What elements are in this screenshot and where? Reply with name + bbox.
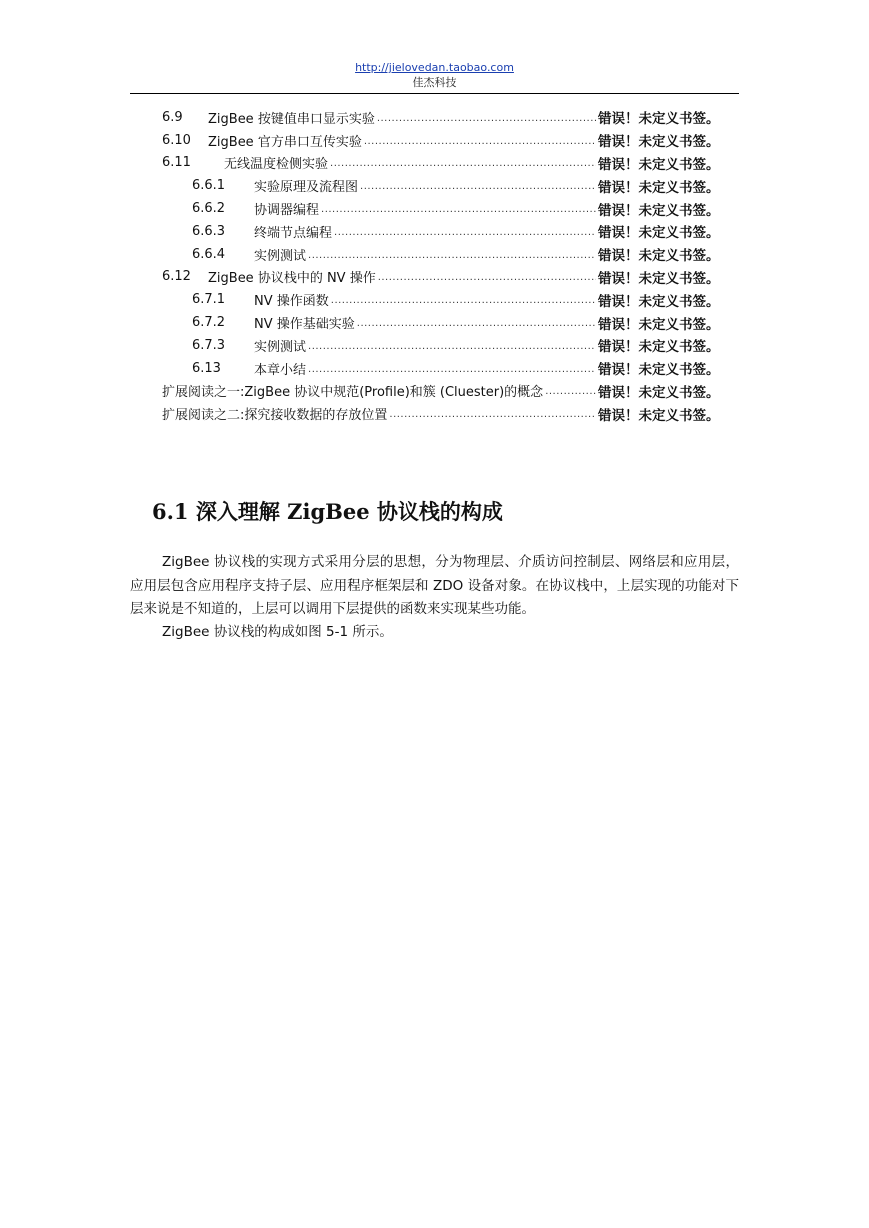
toc-leader-dots [364,136,596,152]
toc-entry-number: 6.9 [162,109,183,125]
toc-entry-title: ZigBee 官方串口互传实验 [208,134,362,150]
paragraph-1-text: ZigBee 协议栈的实现方式采用分层的思想，分为物理层、介质访问控制层、网络层和应用层，应用层包含应用程序支持子层、应用程序框架层和 ZDO 设备对象。在协议栈中，上层实现的功能对下层来说是不知道的，上层可以调用下层提供的函数来实现某些功能。 [130,554,739,617]
table-of-contents [162,106,730,425]
toc-entry-title: 扩展阅读之二:探究接收数据的存放位置 [162,408,388,424]
toc-entry-page-ref: 错误！未定义书签。 [598,339,720,356]
toc-entry-title: 本章小结 [254,362,307,378]
toc-entry[interactable] [162,380,730,403]
toc-entry-number: 6.7.3 [192,337,226,353]
toc-entry[interactable] [162,174,730,197]
toc-entry-page-ref: 错误！未定义书签。 [598,179,720,196]
toc-entry-number: 6.6.2 [192,201,226,217]
toc-entry-title: 扩展阅读之一:ZigBee 协议中规范(Profile)和簇 (Cluester)的概念 [162,385,544,401]
toc-entry-page-ref: 错误！未定义书签。 [598,407,720,424]
toc-entry[interactable] [162,266,730,289]
toc-entry[interactable] [162,106,730,129]
toc-entry-page-ref: 错误！未定义书签。 [598,134,720,151]
toc-entry[interactable] [162,152,730,175]
toc-entry-title: NV 操作函数 [254,294,329,310]
toc-entry[interactable] [162,220,730,243]
toc-entry[interactable] [162,129,730,152]
toc-entry[interactable] [162,288,730,311]
toc-leader-dots [357,318,596,334]
toc-leader-dots [545,386,596,402]
toc-entry-title: ZigBee 按键值串口显示实验 [208,111,375,127]
toc-entry-title: 终端节点编程 [254,225,333,241]
toc-entry-page-ref: 错误！未定义书签。 [598,362,720,379]
toc-entry-number: 6.10 [162,132,191,148]
toc-entry-number: 6.6.3 [192,223,226,239]
toc-leader-dots [308,341,596,357]
toc-leader-dots [378,272,596,288]
toc-entry-title: NV 操作基础实验 [254,317,355,333]
toc-leader-dots [334,227,596,243]
toc-leader-dots [321,204,596,220]
toc-entry-number: 6.13 [192,360,221,376]
toc-entry-page-ref: 错误！未定义书签。 [598,225,720,242]
toc-entry-title: 实验原理及流程图 [254,180,359,196]
toc-entry-page-ref: 错误！未定义书签。 [598,111,720,128]
toc-leader-dots [308,250,596,266]
toc-entry-number: 6.7.2 [192,315,226,331]
section-paragraph-2 [130,621,739,645]
toc-entry-page-ref: 错误！未定义书签。 [598,384,720,401]
header-url-link[interactable]: http://jielovedan.taobao.com [355,61,514,74]
toc-entry-number: 6.6.4 [192,246,226,262]
toc-entry[interactable] [162,334,730,357]
section-heading: 6.1 深入理解 ZigBee 协议栈的构成 [152,499,503,524]
toc-entry-number: 6.11 [162,155,191,171]
toc-entry-page-ref: 错误！未定义书签。 [598,202,720,219]
toc-entry[interactable] [162,357,730,380]
toc-entry-number: 6.6.1 [192,178,226,194]
section-paragraph-1 [130,551,739,622]
toc-leader-dots [377,113,596,129]
toc-entry-page-ref: 错误！未定义书签。 [598,156,720,173]
toc-leader-dots [331,295,596,311]
toc-entry-title: ZigBee 协议栈中的 NV 操作 [208,271,376,287]
toc-entry-title: 无线温度检侧实验 [224,157,329,173]
toc-entry-number: 6.7.1 [192,292,226,308]
toc-entry[interactable] [162,311,730,334]
paragraph-2-text: ZigBee 协议栈的构成如图 5-1 所示。 [162,624,393,640]
toc-leader-dots [360,181,596,197]
toc-entry[interactable] [162,197,730,220]
page-header [130,60,739,94]
toc-leader-dots [389,409,596,425]
toc-leader-dots [330,158,596,174]
toc-entry[interactable] [162,402,730,425]
toc-leader-dots [308,364,596,380]
toc-entry-title: 协调器编程 [254,203,320,219]
toc-entry-page-ref: 错误！未定义书签。 [598,248,720,265]
toc-entry[interactable] [162,243,730,266]
header-company-name: 佳杰科技 [412,76,457,89]
toc-entry-page-ref: 错误！未定义书签。 [598,270,720,287]
toc-entry-page-ref: 错误！未定义书签。 [598,293,720,310]
toc-entry-title: 实例测试 [254,339,307,355]
toc-entry-page-ref: 错误！未定义书签。 [598,316,720,333]
toc-entry-title: 实例测试 [254,248,307,264]
toc-entry-number: 6.12 [162,269,191,285]
